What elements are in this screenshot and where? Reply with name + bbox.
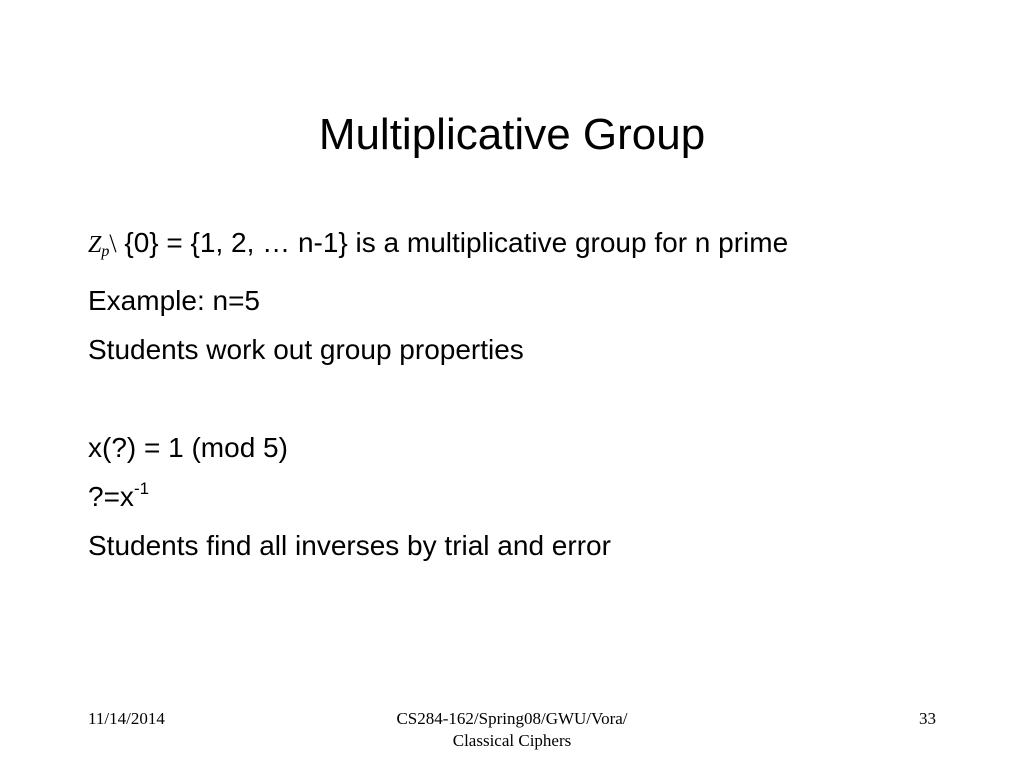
- zp-symbol: [88, 232, 109, 258]
- footer-course-line2: Classical Ciphers: [452, 731, 572, 750]
- zp-symbol-subscript: p: [101, 243, 110, 260]
- inverse-base: ?=x: [88, 481, 134, 512]
- body-line-example: Example: n=5: [88, 285, 260, 316]
- footer-page-number: 33: [919, 709, 936, 728]
- zp-symbol-letter: Z: [88, 232, 102, 258]
- body-spacer: [88, 382, 888, 431]
- body-line-zp-group-text: {0} = {1, 2, … n-1} is a multiplicative group for n prime: [116, 227, 789, 258]
- footer-course: [312, 708, 712, 752]
- slide-body: [88, 226, 888, 578]
- set-minus-symbol: \: [109, 229, 117, 258]
- footer-course-line1: CS284-162/Spring08/GWU/Vora/: [396, 709, 628, 728]
- inverse-exponent: -1: [133, 479, 150, 498]
- footer-date: 11/14/2014: [88, 709, 165, 728]
- body-line-inverse: [88, 480, 888, 514]
- body-line-group-properties: Students work out group properties: [88, 334, 524, 365]
- slide-title: Multiplicative Group: [318, 110, 706, 159]
- body-line-trial-error: Students find all inverses by trial and error: [88, 530, 611, 561]
- body-line-congruence: x(?) = 1 (mod 5): [88, 432, 288, 463]
- body-line-zp-group: [88, 226, 905, 269]
